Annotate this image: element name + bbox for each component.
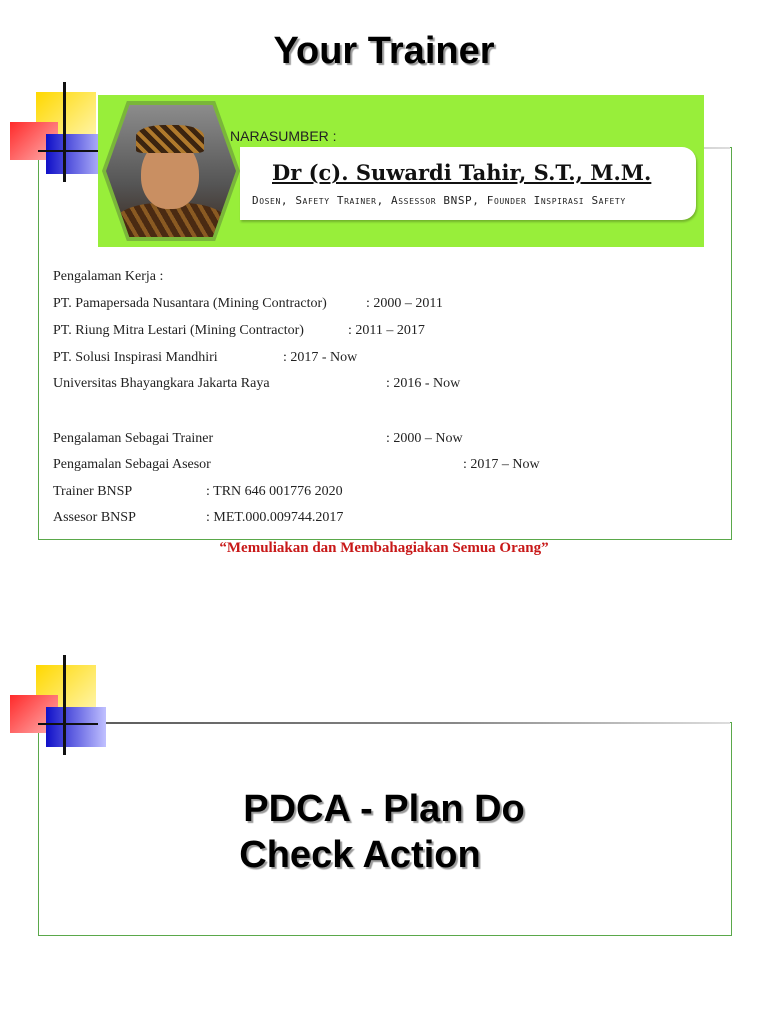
experience-org: PT. Pamapersada Nusantara (Mining Contractor) bbox=[53, 296, 327, 311]
decorative-squares bbox=[0, 92, 110, 202]
experience-org: PT. Solusi Inspirasi Mandhiri bbox=[53, 350, 218, 365]
name-box bbox=[240, 147, 696, 220]
trainer-role: Dosen, Safety Trainer, Assessor BNSP, Founder Inspirasi Safety bbox=[252, 194, 626, 207]
credential-value: : 2017 – Now bbox=[463, 457, 540, 472]
experience-row bbox=[53, 350, 358, 366]
credential-label: Trainer BNSP bbox=[53, 484, 133, 499]
experience-period: : 2017 - Now bbox=[283, 350, 358, 365]
experience-row bbox=[53, 376, 461, 392]
experience-period: : 2011 – 2017 bbox=[348, 323, 425, 338]
experience-row bbox=[53, 296, 443, 312]
credential-value: : MET.000.009744.2017 bbox=[206, 510, 344, 525]
credential-row bbox=[53, 510, 344, 526]
credential-label: Assesor BNSP bbox=[53, 510, 136, 525]
credential-label: Pengalaman Sebagai Trainer bbox=[53, 431, 214, 446]
credential-value: : TRN 646 001776 2020 bbox=[206, 484, 343, 499]
experience-row bbox=[53, 323, 425, 339]
trainer-photo bbox=[102, 101, 240, 241]
experience-org: PT. Riung Mitra Lestari (Mining Contractor) bbox=[53, 323, 304, 338]
credential-row bbox=[53, 484, 343, 500]
credential-value: : 2000 – Now bbox=[386, 431, 463, 446]
slide-pdca bbox=[0, 650, 768, 950]
decorative-squares bbox=[0, 665, 110, 775]
experience-org: Universitas Bhayangkara Jakarta Raya bbox=[53, 376, 270, 391]
credential-label: Pengamalan Sebagai Asesor bbox=[53, 457, 211, 472]
slide-title: Your Trainer bbox=[273, 30, 495, 72]
credential-row bbox=[53, 457, 540, 473]
experience-period: : 2000 – 2011 bbox=[366, 296, 443, 311]
experience-heading: Pengalaman Kerja : bbox=[53, 269, 164, 284]
credential-row bbox=[53, 431, 463, 447]
pdca-title-line1: PDCA - Plan Do bbox=[243, 788, 525, 830]
title-rule bbox=[38, 722, 730, 724]
trainer-name: Dr (c). Suwardi Tahir, S.T., M.M. bbox=[272, 160, 652, 185]
motto-quote: “Memuliakan dan Membahagiakan Semua Orang” bbox=[219, 540, 549, 556]
experience-period: : 2016 - Now bbox=[386, 376, 461, 391]
banner-label: NARASUMBER : bbox=[230, 128, 337, 144]
trainer-banner bbox=[98, 95, 704, 247]
pdca-title-line2: Check Action bbox=[239, 834, 481, 876]
